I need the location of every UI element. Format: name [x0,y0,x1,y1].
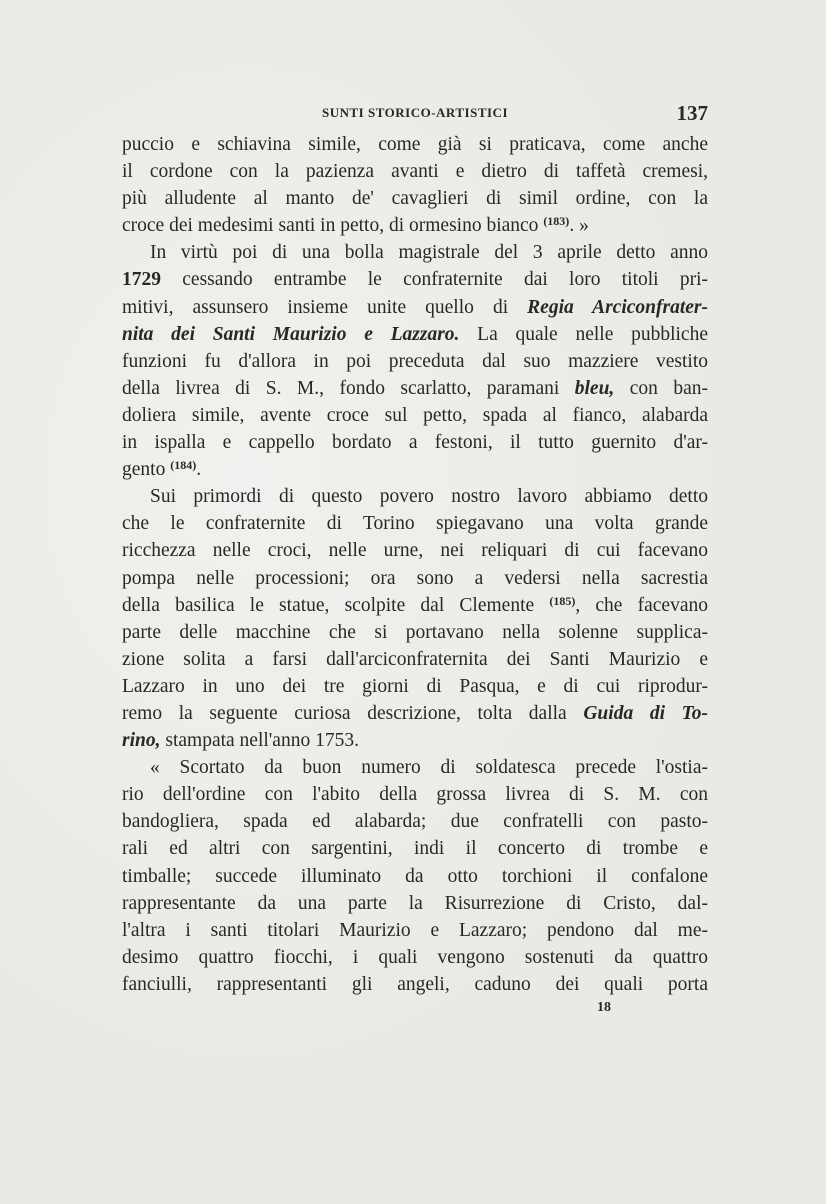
text-run: rappresentante da una parte la Risurrezione di Cristo, dal- [122,892,708,914]
text-run: fanciulli, rappresentanti gli angeli, caduno dei quali porta [122,973,708,995]
text-line [122,131,708,158]
text-run: rali ed altri con sargentini, indi il concerto di trombe e [122,838,708,860]
text-run: Sui primordi di questo povero nostro lavoro abbiamo detto [150,486,708,508]
text-line [122,808,708,835]
text-run: « Scortato da buon numero di soldatesca precede l'ostia- [150,757,708,779]
text-line [122,646,708,673]
text-run: Lazzaro in uno dei tre giorni di Pasqua, e di cui riprodur- [122,675,708,697]
footnote-ref: (183) [543,214,570,229]
text-run: zione solita a farsi dall'arciconfraternita dei Santi Maurizio e [122,648,708,670]
text-run: mitivi, assunsero insieme unite quello di [122,296,528,318]
italic-text: nita dei Santi Maurizio e Lazzaro. [122,323,460,345]
text-line [122,375,708,402]
text-run: In virtù poi di una bolla magistrale del 3 aprile detto anno [150,242,708,264]
text-run: stampata nell'anno 1753. [160,730,359,752]
text-run: . » [569,215,589,237]
text-run: l'altra i santi titolari Maurizio e Lazzaro; pendono dal me- [122,919,708,941]
text-run: gento [122,459,171,481]
text-line [122,321,708,348]
text-line [122,565,708,592]
text-run: il cordone con la pazienza avanti e dietro di taffetà cremesi, [122,161,708,183]
italic-text: bleu, [574,377,615,399]
text-line [122,890,708,917]
text-line [122,700,708,727]
text-run: della basilica le statue, scolpite dal Clemente [122,594,550,616]
text-run: cessando entrambe le confraternite dai loro titoli pri- [161,269,708,291]
text-line [122,863,708,890]
text-line [122,483,708,510]
text-run: desimo quattro fiocchi, i quali vengono sostenuti da quattro [122,946,708,968]
text-line [122,619,708,646]
text-run: rio dell'ordine con l'abito della grossa livrea di S. M. con [122,784,708,806]
text-run: funzioni fu d'allora in poi preceduta dal suo mazziere vestito [122,350,708,372]
text-run: in ispalla e cappello bordato a festoni, il tutto guernito d'ar- [122,432,708,454]
text-line [122,510,708,537]
text-run: doliera simile, avente croce sul petto, spada al fianco, alabarda [122,404,708,426]
text-run: ricchezza nelle croci, nelle urne, nei reliquari di cui facevano [122,540,708,562]
text-line [122,673,708,700]
text-run: remo la seguente curiosa descrizione, tolta dalla [122,702,584,724]
text-line [122,158,708,185]
signature-mark: 18 [597,1000,611,1015]
text-line [122,537,708,564]
text-line [122,212,708,239]
text-line [122,456,708,483]
text-run: puccio e schiavina simile, come già si praticava, come anche [122,134,708,155]
text-line [122,917,708,944]
text-run: timballe; succede illuminato da otto torchioni il confalone [122,865,708,887]
page-number: 137 [676,101,708,125]
text-run: più alludente al manto de' cavaglieri di simil ordine, con la [122,188,708,210]
text-line [122,294,708,321]
text-run: croce dei medesimi santi in petto, di ormesino bianco [122,215,544,237]
text-run: bandogliera, spada ed alabarda; due confratelli con pasto- [122,811,708,833]
text-line [122,835,708,862]
text-line [122,944,708,971]
italic-text: Regia Arciconfrater- [527,296,708,318]
text-line [122,239,708,266]
text-run: parte delle macchine che si portavano nella solenne supplica- [122,621,708,643]
text-line [122,429,708,456]
text-line [122,402,708,429]
page-header [122,103,708,127]
text-run: pompa nelle processioni; ora sono a vedersi nella sacrestia [122,567,708,589]
footnote-ref: (184) [170,458,197,473]
text-line [122,754,708,781]
footnote-ref: (185) [549,593,576,608]
text-line [122,971,708,998]
text-line [122,266,708,293]
text-run: , che facevano [575,594,708,616]
text-line [122,592,708,619]
text-line [122,781,708,808]
text-run: 1729 [122,269,161,291]
text-run: che le confraternite di Torino spiegavano una volta grande [122,513,708,535]
text-line [122,185,708,212]
running-title: SUNTI STORICO-ARTISTICI [322,105,508,120]
text-line [122,727,708,754]
italic-text: Guida di To- [583,702,708,724]
text-line [122,348,708,375]
text-run: . [196,459,202,481]
text-run: con ban- [614,377,708,399]
text-run: della livrea di S. M., fondo scarlatto, paramani [122,377,575,399]
text-run: La quale nelle pubbliche [459,323,708,345]
italic-text: rino, [122,730,161,752]
body-text [122,131,708,998]
